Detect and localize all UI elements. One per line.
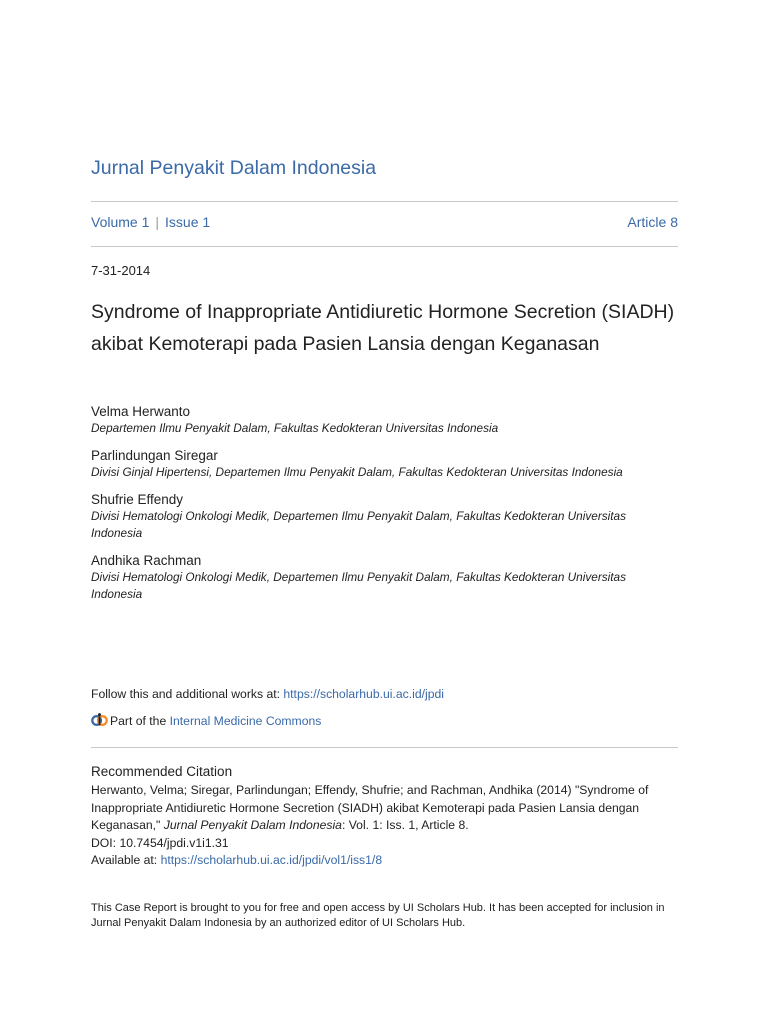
author-entry bbox=[91, 448, 678, 481]
author-affiliation: Divisi Hematologi Onkologi Medik, Departemen Ilmu Penyakit Dalam, Fakultas Kedokteran Universitas Indonesia bbox=[91, 570, 627, 601]
author-affiliation: Departemen Ilmu Penyakit Dalam, Fakultas Kedokteran Universitas Indonesia bbox=[91, 421, 499, 435]
divider-citation bbox=[91, 747, 678, 748]
part-of-line bbox=[91, 712, 321, 729]
author-entry bbox=[91, 492, 678, 542]
available-label: Available at: bbox=[91, 853, 161, 867]
part-of-label: Part of the bbox=[110, 714, 170, 728]
author-name: Velma Herwanto bbox=[91, 404, 191, 419]
footer-notice: This Case Report is brought to you for free and open access by UI Scholars Hub. It has been accepted for inclusion in Jurnal Penyakit Dalam Indonesia by an authorized editor of UI Scholars Hub. bbox=[91, 902, 665, 929]
available-url-link[interactable]: https://scholarhub.ui.ac.id/jpdi/vol1/iss1/8 bbox=[160, 853, 383, 867]
author-affiliation: Divisi Ginjal Hipertensi, Departemen Ilmu Penyakit Dalam, Fakultas Kedokteran Universitas Indonesia bbox=[91, 465, 623, 479]
issue-navigation bbox=[91, 214, 678, 230]
divider-top bbox=[91, 201, 678, 202]
follow-url-link[interactable]: https://scholarhub.ui.ac.id/jpdi bbox=[283, 687, 444, 701]
author-name: Andhika Rachman bbox=[91, 553, 202, 568]
article-link[interactable]: Article 8 bbox=[627, 214, 678, 230]
journal-title-link[interactable]: Jurnal Penyakit Dalam Indonesia bbox=[91, 157, 377, 179]
follow-label: Follow this and additional works at: bbox=[91, 687, 284, 701]
author-name: Parlindungan Siregar bbox=[91, 448, 218, 463]
citation-body bbox=[91, 782, 681, 870]
volume-link[interactable]: Volume 1 bbox=[91, 214, 150, 230]
author-list bbox=[91, 404, 678, 614]
commons-link[interactable]: Internal Medicine Commons bbox=[169, 714, 322, 728]
author-entry bbox=[91, 553, 678, 603]
author-name: Shufrie Effendy bbox=[91, 492, 184, 507]
author-affiliation: Divisi Hematologi Onkologi Medik, Departemen Ilmu Penyakit Dalam, Fakultas Kedokteran Universitas Indonesia bbox=[91, 509, 627, 540]
citation-heading: Recommended Citation bbox=[91, 764, 233, 779]
author-entry bbox=[91, 404, 678, 437]
issue-link[interactable]: Issue 1 bbox=[165, 214, 211, 230]
separator: | bbox=[155, 214, 160, 230]
divider-issue bbox=[91, 246, 678, 247]
commons-icon bbox=[91, 712, 108, 729]
citation-journal: Jurnal Penyakit Dalam Indonesia bbox=[163, 818, 342, 832]
citation-doi: DOI: 10.7454/jpdi.v1i1.31 bbox=[91, 835, 229, 850]
follow-line bbox=[91, 687, 444, 701]
citation-volume: : Vol. 1: Iss. 1, Article 8. bbox=[341, 818, 469, 832]
citation-text: Herwanto, Velma; Siregar, Parlindungan; Effendy, Shufrie; and Rachman, Andhika (2014) "Syndrome of Inappropriate Antidiuretic Hormone Secretion (SIADH) akibat Kemoterapi pada Pasien Lansia dengan Keganasan," bbox=[91, 783, 649, 832]
article-title: Syndrome of Inappropriate Antidiuretic Hormone Secretion (SIADH) akibat Kemoterapi pada Pasien Lansia dengan Keganasan bbox=[91, 301, 675, 355]
publication-date: 7-31-2014 bbox=[91, 263, 151, 278]
